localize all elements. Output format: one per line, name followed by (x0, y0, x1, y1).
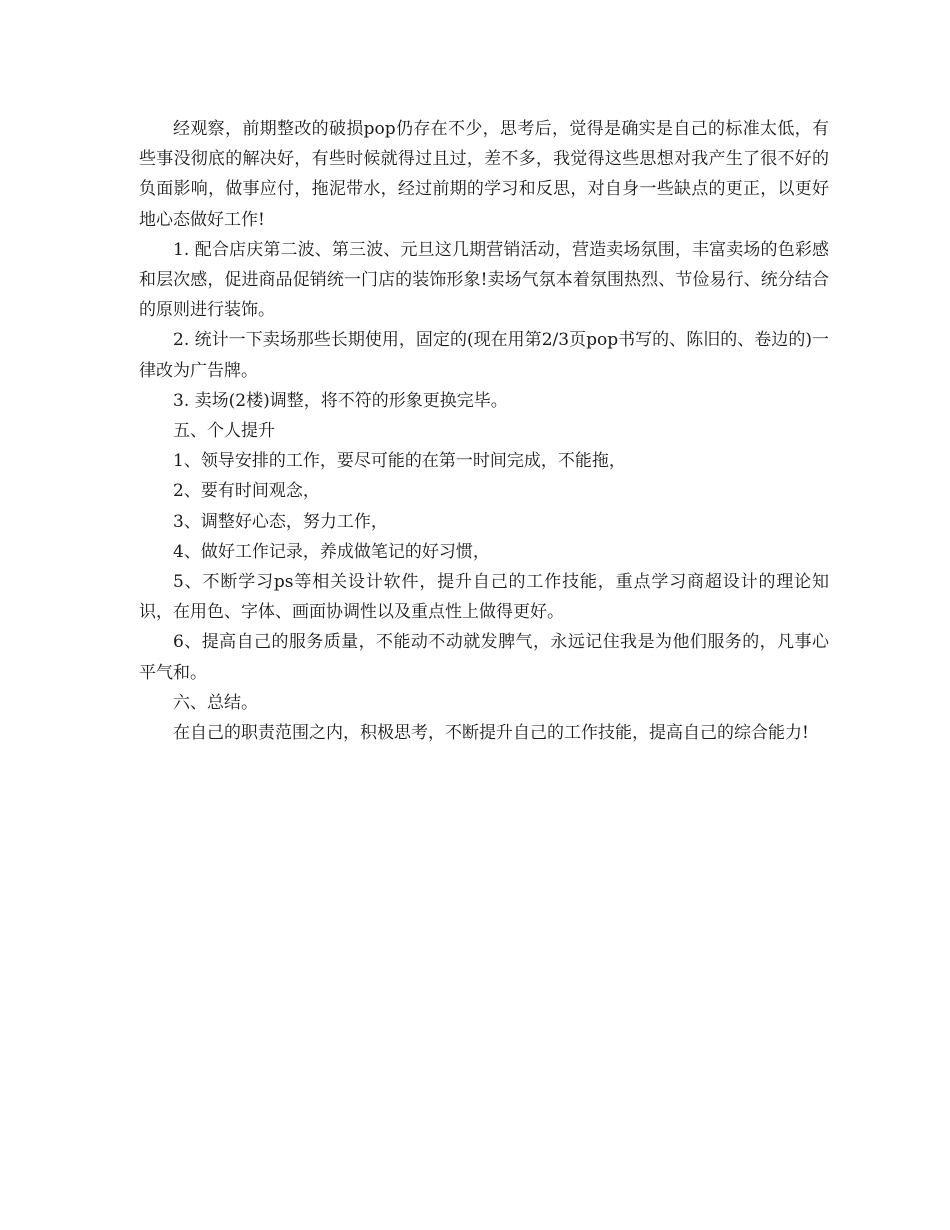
document-body (139, 114, 829, 748)
list-item-5: 5、不断学习ps等相关设计软件，提升自己的工作技能，重点学习商超设计的理论知识，在用色、字体、画面协调性以及重点性上做得更好。 (139, 572, 829, 623)
paragraph-item-3: 3. 卖场(2楼)调整，将不符的形象更换完毕。 (173, 390, 508, 411)
section-heading-summary: 六、总结。 (173, 692, 258, 713)
paragraph-item-1: 1. 配合店庆第二波、第三波、元旦这几期营销活动，营造卖场氛围，丰富卖场的色彩感和层次感，促进商品促销统一门店的装饰形象!卖场气氛本着氛围热烈、节俭易行、统分结合的原则进行装饰。 (139, 239, 829, 321)
list-item-3: 3、调整好心态，努力工作， (173, 511, 388, 532)
paragraph-item-2: 2. 统计一下卖场那些长期使用，固定的(现在用第2/3页pop书写的、陈旧的、卷边的)一律改为广告牌。 (139, 330, 829, 381)
list-item-6: 6、提高自己的服务质量，不能动不动就发脾气，永远记住我是为他们服务的，凡事心平气和。 (139, 632, 829, 683)
section-heading-personal-improvement: 五、个人提升 (173, 421, 275, 442)
list-item-4: 4、做好工作记录，养成做笔记的好习惯， (173, 541, 490, 562)
list-item-2: 2、要有时间观念， (173, 481, 320, 502)
list-item-1: 1、领导安排的工作，要尽可能的在第一时间完成，不能拖， (173, 451, 626, 472)
paragraph-summary: 在自己的职责范围之内，积极思考，不断提升自己的工作技能，提高自己的综合能力! (173, 723, 809, 744)
paragraph-observation: 经观察，前期整改的破损pop仍存在不少，思考后，觉得是确实是自己的标准太低，有些事没彻底的解决好，有些时候就得过且过，差不多，我觉得这些思想对我产生了很不好的负面影响，做事应付，拖泥带水，经过前期的学习和反思，对自身一些缺点的更正，以更好地心态做好工作! (139, 119, 829, 230)
